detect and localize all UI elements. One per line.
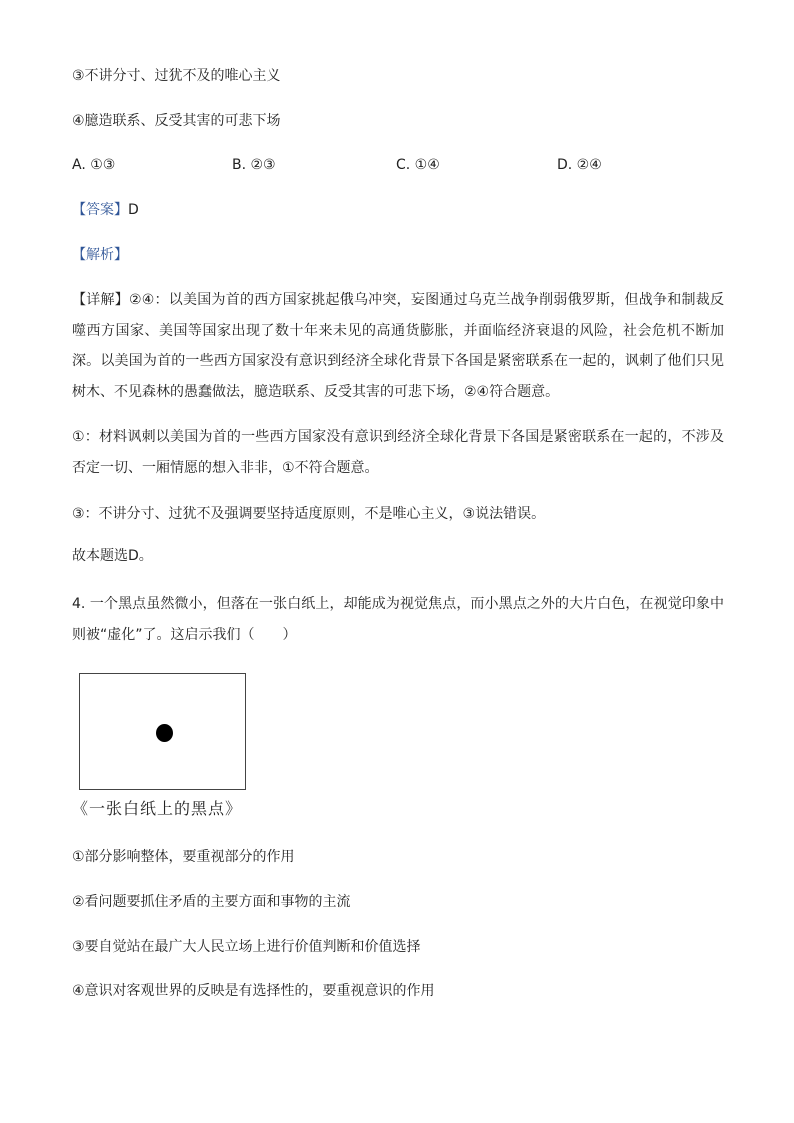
question-4-option-1: ①部分影响整体，要重视部分的作用 (72, 849, 295, 865)
option-d: D. ②④ (557, 157, 602, 173)
option-a: A. ①③ (72, 157, 116, 173)
statement-3: ③不讲分寸、过犹不及的唯心主义 (72, 68, 281, 84)
black-dot (156, 724, 173, 742)
analysis-paragraph-2: ③：不讲分寸、过犹不及强调要坚持适度原则，不是唯心主义，③说法错误。 (72, 506, 546, 522)
analysis-paragraph-1: ①：材料讽刺以美国为首的一些西方国家没有意识到经济全球化背景下各国是紧密联系在一起的，不涉及否定一切、一厢情愿的想入非非，①不符合题意。 (72, 429, 724, 476)
conclusion: 故本题选D。 (72, 548, 153, 564)
answer-options-row (72, 154, 732, 176)
answer-tag: 【答案】 (72, 202, 128, 218)
question-4-option-2: ②看问题要抓住矛盾的主要方面和事物的主流 (72, 894, 351, 910)
answer-line (72, 199, 139, 221)
figure-caption: 《一张白纸上的黑点》 (72, 799, 243, 818)
question-4-option-3: ③要自觉站在最广大人民立场上进行价值判断和价值选择 (72, 939, 421, 955)
question-4-stem: 4. 一个黑点虽然微小，但落在一张白纸上，却能成为视觉焦点，而小黑点之外的大片白色，在视觉印象中则被“虚化”了。这启示我们（ ） (72, 596, 724, 643)
detail-text: ②④：以美国为首的西方国家挑起俄乌冲突，妄图通过乌克兰战争削弱俄罗斯，但战争和制裁反噬西方国家、美国等国家出现了数十年来未见的高通货膨胀，并面临经济衰退的风险，社会危机不断加深。以美国为首的一些西方国家没有意识到经济全球化背景下各国是紧密联系在一起的，讽刺了他们只见树木、不见森林的愚蠢做法，臆造联系、反受其害的可悲下场，②④符合题意。 (72, 292, 724, 400)
analysis-heading (72, 244, 128, 266)
question-4-option-4: ④意识对客观世界的反映是有选择性的，要重视意识的作用 (72, 983, 435, 999)
statement-4: ④臆造联系、反受其害的可悲下场 (72, 113, 281, 129)
analysis-tag: 【解析】 (72, 247, 128, 263)
white-paper-figure (79, 673, 246, 790)
option-b: B. ②③ (232, 157, 276, 173)
answer-value: D (128, 202, 139, 218)
option-c: C. ①④ (396, 157, 440, 173)
detail-tag: 【详解】 (72, 292, 129, 308)
detail-paragraph (72, 285, 724, 407)
